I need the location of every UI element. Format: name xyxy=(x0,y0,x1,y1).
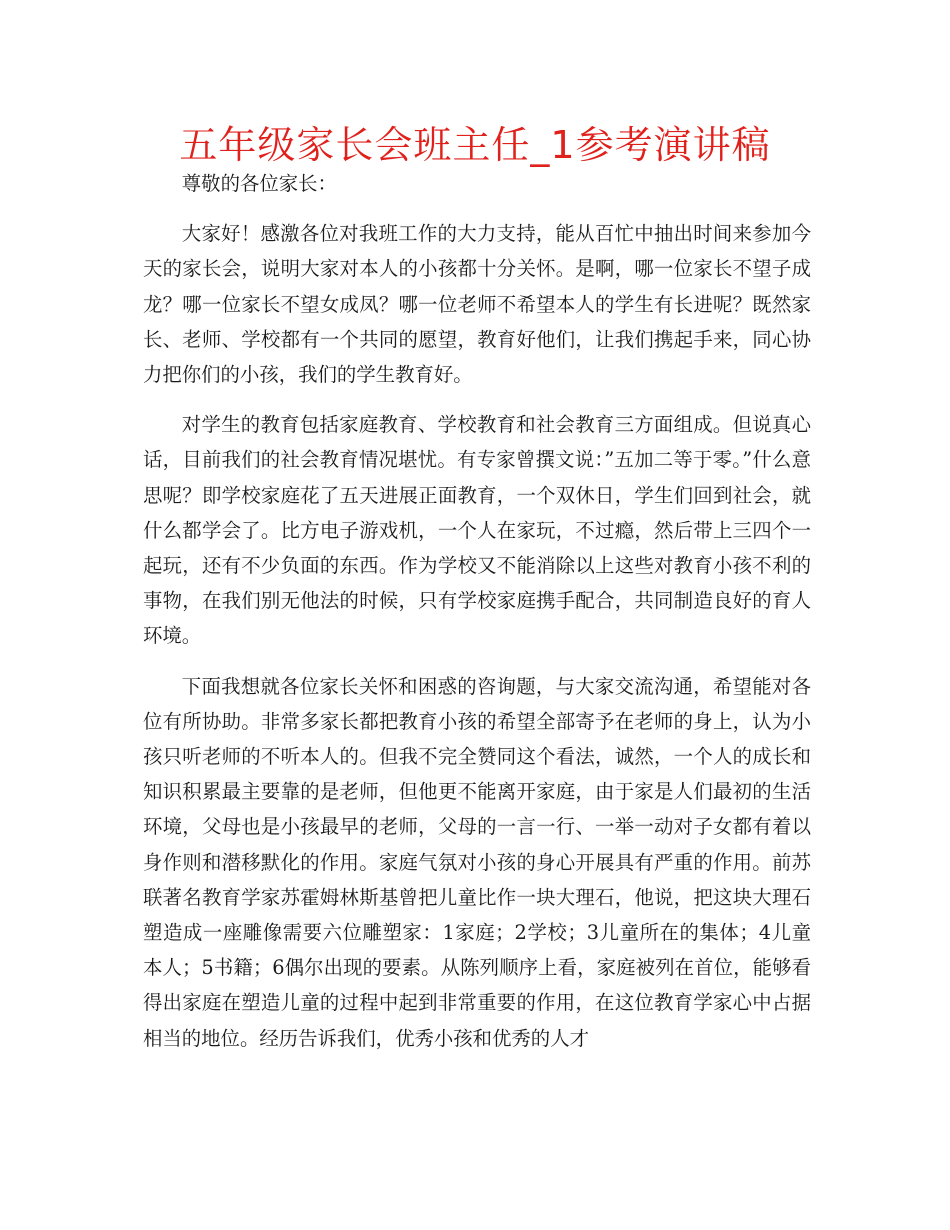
document-body xyxy=(143,166,811,1071)
paragraph-1: 大家好！感激各位对我班工作的大力支持，能从百忙中抽出时间来参加今天的家长会，说明大家对本人的小孩都十分关怀。是啊，哪一位家长不望子成龙？哪一位家长不望女成凤？哪一位老师不希望本人的学生有长进呢？既然家长、老师、学校都有一个共同的愿望，教育好他们，让我们携起手来，同心协力把你们的小孩，我们的学生教育好。 xyxy=(143,222,811,387)
paragraph-2: 对学生的教育包括家庭教育、学校教育和社会教育三方面组成。但说真心话，目前我们的社会教育情况堪忧。有专家曾撰文说：”五加二等于零。”什么意思呢？即学校家庭花了五天进展正面教育，一个双休日，学生们回到社会，就什么都学会了。比方电子游戏机，一个人在家玩，不过瘾，然后带上三四个一起玩，还有不少负面的东西。作为学校又不能消除以上这些对教育小孩不利的事物，在我们别无他法的时候，只有学校家庭携手配合，共同制造良好的育人环境。 xyxy=(143,413,811,648)
document-title: 五年级家长会班主任_1参考演讲稿 xyxy=(179,123,771,167)
greeting: 尊敬的各位家长： xyxy=(181,172,337,195)
paragraph-3: 下面我想就各位家长关怀和困惑的咨询题，与大家交流沟通，希望能对各位有所协助。非常多家长都把教育小孩的希望全部寄予在老师的身上，认为小孩只听老师的不听本人的。但我不完全赞同这个看法，诚然，一个人的成长和知识积累最主要靠的是老师，但他更不能离开家庭，由于家是人们最初的生活环境，父母也是小孩最早的老师，父母的一言一行、一举一动对子女都有着以身作则和潜移默化的作用。家庭气氛对小孩的身心开展具有严重的作用。前苏联著名教育学家苏霍姆林斯基曾把儿童比作一块大理石，他说，把这块大理石塑造成一座雕像需要六位雕塑家：1家庭；2学校；3儿童所在的集体；4儿童本人；5书籍；6偶尔出现的要素。从陈列顺序上看，家庭被列在首位，能够看得出家庭在塑造儿童的过程中起到非常重要的作用，在这位教育学家心中占据相当的地位。经历告诉我们，优秀小孩和优秀的人才 xyxy=(143,674,811,1050)
